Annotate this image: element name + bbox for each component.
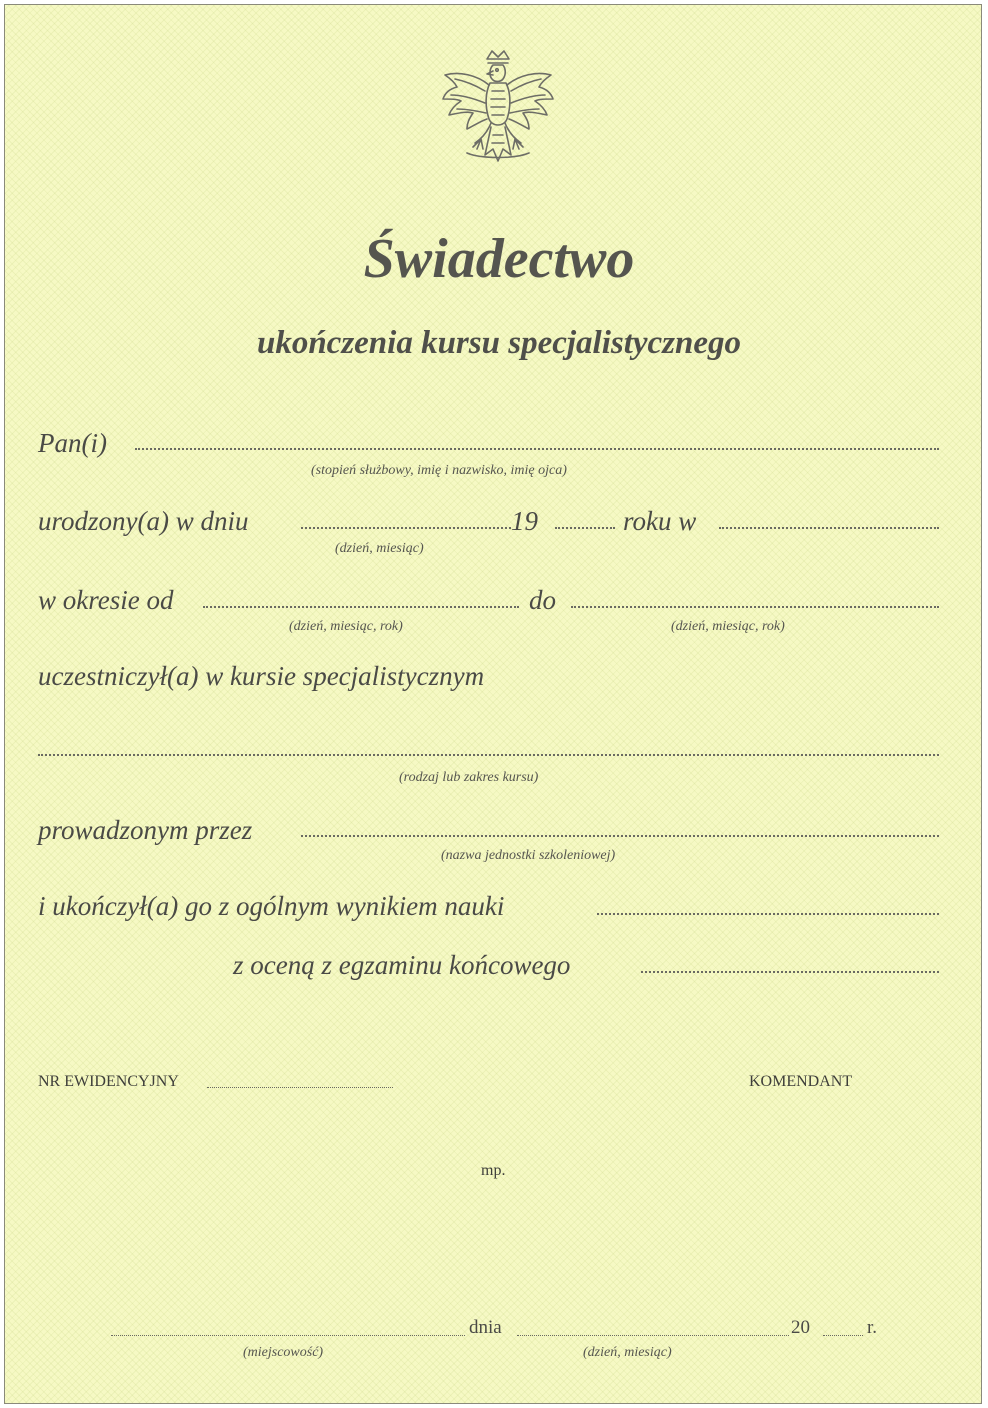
nr-label: NR EWIDENCYJNY xyxy=(38,1073,179,1090)
born-year-label: roku w xyxy=(623,506,697,536)
page-title: Świadectwo xyxy=(363,228,635,290)
place-hint: (miejscowość) xyxy=(243,1345,324,1360)
born-place-input-line[interactable] xyxy=(719,527,939,529)
seal-label: mp. xyxy=(481,1162,506,1179)
conducted-hint: (nazwa jednostki szkoleniowej) xyxy=(441,848,616,863)
born-day-input-line[interactable] xyxy=(301,527,511,529)
polish-eagle-emblem-icon xyxy=(437,47,559,177)
participated-label: uczestniczył(a) w kursie specjalistycznym xyxy=(38,661,485,691)
date-input-line[interactable] xyxy=(517,1335,789,1336)
year-suffix: r. xyxy=(867,1317,878,1338)
period-from-hint: (dzień, miesiąc, rok) xyxy=(289,619,403,634)
place-input-line[interactable] xyxy=(111,1335,465,1336)
completed-label: i ukończył(a) go z ogólnym wynikiem nauki xyxy=(38,891,505,921)
day-label: dnia xyxy=(469,1317,502,1338)
period-from-input-line[interactable] xyxy=(203,606,519,608)
born-year-input-line[interactable] xyxy=(555,527,615,529)
exam-label: z oceną z egzaminu końcowego xyxy=(233,950,571,980)
period-label: w okresie od xyxy=(38,585,174,615)
exam-input-line[interactable] xyxy=(641,971,939,973)
pan-label: Pan(i) xyxy=(38,428,107,458)
period-to-label: do xyxy=(529,585,556,615)
pan-input-line[interactable] xyxy=(135,448,939,450)
completed-input-line[interactable] xyxy=(597,913,939,915)
conducted-label: prowadzonym przez xyxy=(38,815,253,845)
commander-label: KOMENDANT xyxy=(749,1073,853,1090)
page-subtitle: ukończenia kursu specjalistycznego xyxy=(256,325,742,361)
certificate-page xyxy=(4,4,982,1404)
century-label: 20 xyxy=(791,1317,810,1338)
born-century: 19 xyxy=(511,506,538,536)
course-input-line[interactable] xyxy=(38,754,939,756)
born-label: urodzony(a) w dniu xyxy=(38,506,249,536)
conducted-input-line[interactable] xyxy=(301,835,939,837)
nr-input-line[interactable] xyxy=(207,1087,393,1088)
course-hint: (rodzaj lub zakres kursu) xyxy=(399,770,539,785)
year-input-line[interactable] xyxy=(823,1335,863,1336)
date-hint: (dzień, miesiąc) xyxy=(583,1345,672,1360)
pan-hint: (stopień służbowy, imię i nazwisko, imię ojca) xyxy=(311,463,567,478)
born-hint: (dzień, miesiąc) xyxy=(335,541,424,556)
period-to-input-line[interactable] xyxy=(571,606,939,608)
period-to-hint: (dzień, miesiąc, rok) xyxy=(671,619,785,634)
